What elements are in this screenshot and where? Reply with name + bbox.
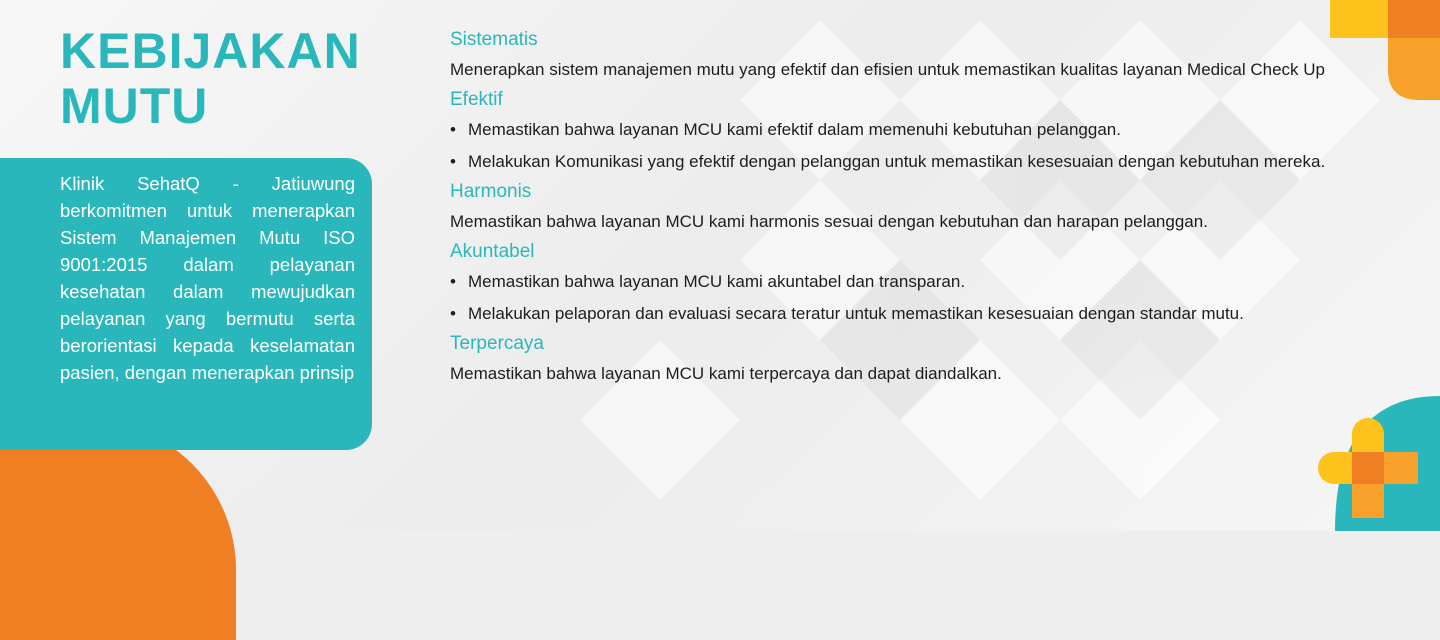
list-item-text: Memastikan bahwa layanan MCU kami akuntabel dan transparan.	[468, 272, 966, 291]
list-item-text: Memastikan bahwa layanan MCU kami efektif dalam memenuhi kebutuhan pelanggan.	[468, 120, 1121, 139]
section-heading-harmonis: Harmonis	[450, 181, 532, 202]
section-heading-sistematis: Sistematis	[450, 29, 538, 50]
bullet-icon: •	[450, 120, 456, 139]
page-title	[60, 24, 361, 134]
top-right-decoration	[1330, 0, 1440, 100]
intro-text: Klinik SehatQ - Jatiuwung berkomitmen untuk menerapkan Sistem Manajemen Mutu ISO 9001:2015 dalam pelayanan kesehatan dalam mewujudkan pelayanan yang bermutu serta berorientasi kepada keselamatan pasien, dengan menerapkan prinsip	[60, 173, 355, 383]
title-line-2: MUTU	[60, 78, 209, 134]
section-text-sistematis: Menerapkan sistem manajemen mutu yang efektif dan efisien untuk memastikan kualitas layanan Medical Check Up	[450, 60, 1326, 79]
bullet-icon: •	[450, 272, 456, 291]
intro-card	[0, 158, 372, 450]
list-item	[450, 146, 1383, 178]
section-text-terpercaya: Memastikan bahwa layanan MCU kami terpercaya dan dapat diandalkan.	[450, 364, 1002, 383]
policy-content	[450, 26, 1383, 390]
section-heading-terpercaya: Terpercaya	[450, 333, 544, 354]
plus-logo-decoration	[1290, 396, 1440, 531]
bullet-list-efektif	[450, 114, 1383, 178]
list-item	[450, 266, 1383, 298]
list-item-text: Melakukan Komunikasi yang efektif dengan pelanggan untuk memastikan kesesuaian dengan kebutuhan mereka.	[468, 152, 1326, 171]
title-line-1: KEBIJAKAN	[60, 23, 361, 79]
list-item	[450, 114, 1383, 146]
list-item	[450, 298, 1383, 330]
bullet-list-akuntabel	[450, 266, 1383, 330]
list-item-text: Melakukan pelaporan dan evaluasi secara teratur untuk memastikan kesesuaian dengan standar mutu.	[468, 304, 1244, 323]
section-heading-akuntabel: Akuntabel	[450, 241, 535, 262]
bullet-icon: •	[450, 152, 456, 171]
section-heading-efektif: Efektif	[450, 89, 503, 110]
bullet-icon: •	[450, 304, 456, 323]
section-text-harmonis: Memastikan bahwa layanan MCU kami harmonis sesuai dengan kebutuhan dan harapan pelanggan.	[450, 212, 1208, 231]
